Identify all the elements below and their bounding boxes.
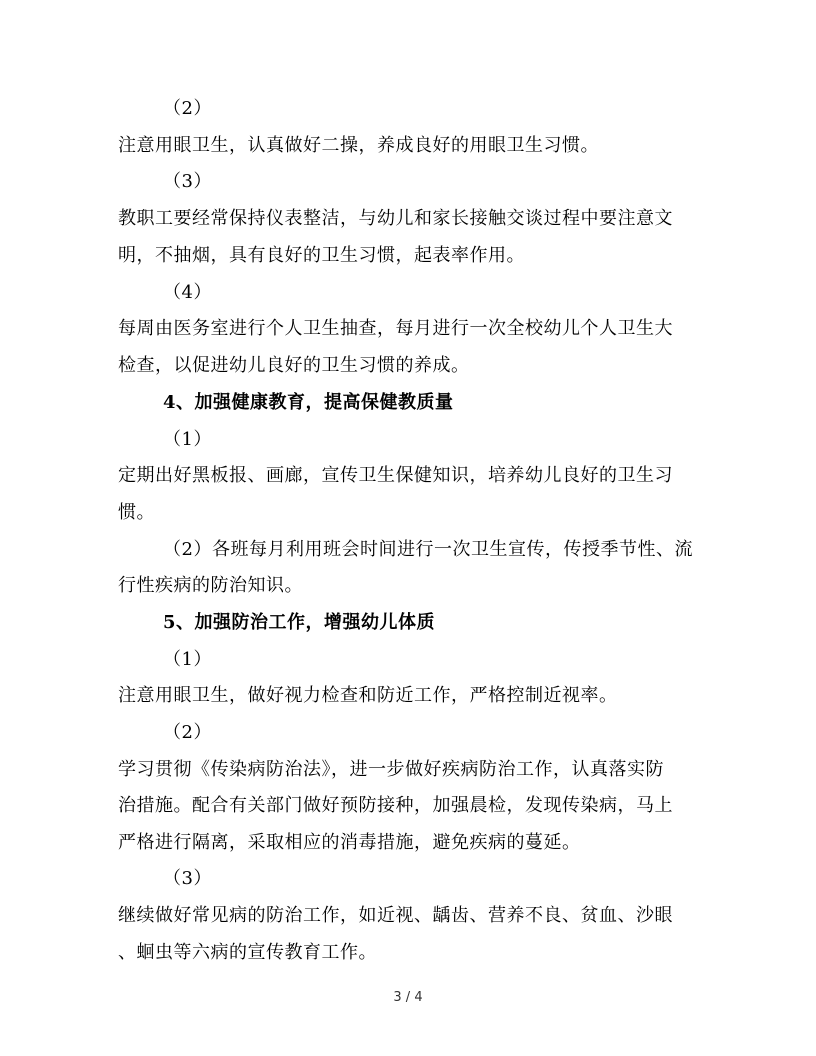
paragraph-line: 明，不抽烟，具有良好的卫生习惯，起表率作用。 [118,245,525,266]
paragraph-line: （2）各班每月利用班会时间进行一次卫生宣传，传授季节性、流 [163,539,693,560]
paragraph-line: 注意用眼卫生，认真做好二操，养成良好的用眼卫生习惯。 [118,135,599,156]
paragraph-line: 继续做好常见病的防治工作，如近视、龋齿、营养不良、贫血、沙眼 [118,905,673,926]
paragraph-line: 严格进行隔离，采取相应的消毒措施，避免疾病的蔓延。 [118,832,581,853]
section-heading-4: 4、加强健康教育，提高保健教质量 [163,392,454,413]
paragraph-line: 每周由医务室进行个人卫生抽查，每月进行一次全校幼儿个人卫生大 [118,318,673,339]
paragraph-line: 定期出好黑板报、画廊，宣传卫生保健知识，培养幼儿良好的卫生习 [118,465,673,486]
item-marker-2: （2） [163,722,212,743]
item-marker-3: （3） [163,171,212,192]
item-marker-1: （1） [163,429,212,450]
paragraph-line: 治措施。配合有关部门做好预防接种，加强晨检，发现传染病，马上 [118,795,673,816]
item-marker-3: （3） [163,868,212,889]
paragraph-line: 教职工要经常保持仪表整洁，与幼儿和家长接触交谈过程中要注意文 [118,208,673,229]
page-number: 3 / 4 [393,990,423,1005]
paragraph-line: 行性疾病的防治知识。 [118,575,303,596]
item-marker-2: （2） [163,98,212,119]
paragraph-line: 惯。 [118,502,155,523]
section-heading-5: 5、加强防治工作，增强幼儿体质 [163,612,436,633]
paragraph-line: 学习贯彻《传染病防治法》，进一步做好疾病防治工作，认真落实防 [118,759,664,780]
item-marker-1: （1） [163,649,212,670]
paragraph-line: 注意用眼卫生，做好视力检查和防近工作，严格控制近视率。 [118,685,618,706]
paragraph-line: 、蛔虫等六病的宣传教育工作。 [118,942,377,963]
item-marker-4: （4） [163,282,212,303]
paragraph-line: 检查，以促进幼儿良好的卫生习惯的养成。 [118,355,470,376]
